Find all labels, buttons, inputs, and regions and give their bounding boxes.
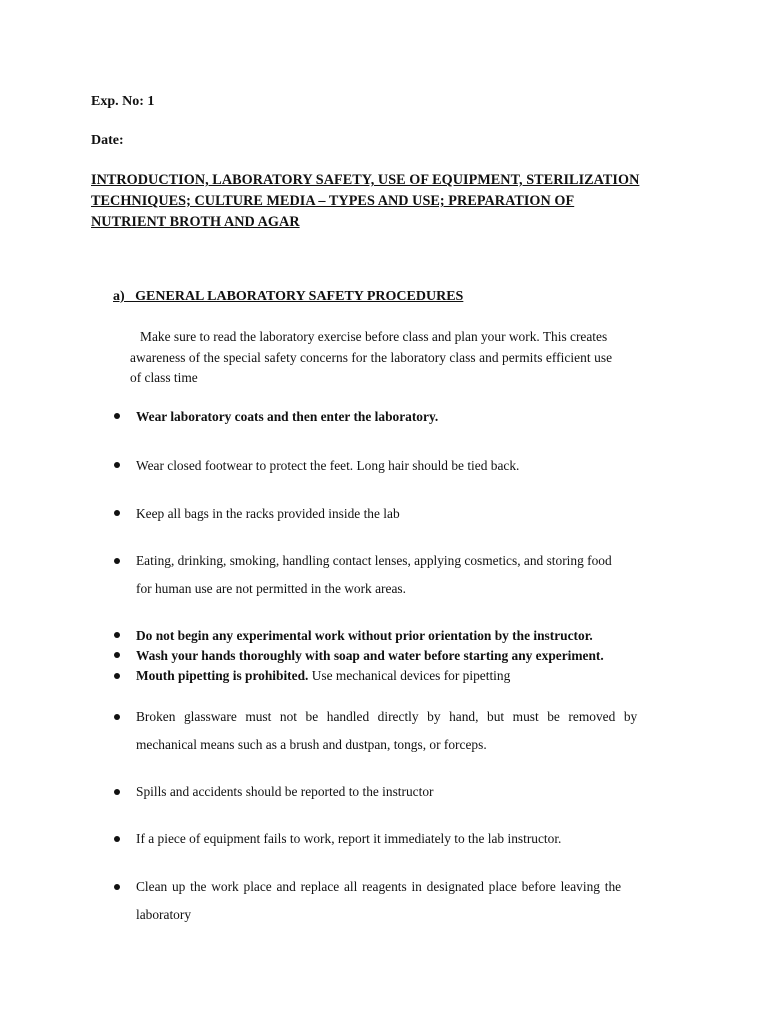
bullet-dot [114,673,120,679]
bullet-item: Wash your hands thoroughly with soap and water before starting any experiment. [136,648,604,663]
bullet-item [136,873,677,929]
bullet-item: Wear closed footwear to protect the feet. Long hair should be tied back. [136,458,520,473]
bullet-item [136,703,677,759]
bullet-dot [114,714,120,720]
bullet-item: Spills and accidents should be reported to the instructor [136,784,434,799]
bullet-item: If a piece of equipment fails to work, report it immediately to the lab instructor. [136,831,562,846]
section-heading: a) GENERAL LABORATORY SAFETY PROCEDURES [113,289,464,304]
title-line-1: INTRODUCTION, LABORATORY SAFETY, USE OF EQUIPMENT, STERILIZATION [91,172,640,188]
bullet-dot [114,462,120,468]
bullet-line: laboratory [136,907,192,922]
intro-line-2: awareness of the special safety concerns for the laboratory class and permits efficient use [130,349,613,365]
bullet-line: for human use are not permitted in the work areas. [136,581,406,596]
experiment-number: Exp. No: 1 [91,94,155,109]
bullet-bold-text: Mouth pipetting is prohibited. [136,668,309,683]
bullet-dot [114,510,120,516]
bullet-dot [114,789,120,795]
bullet-dot [114,884,120,890]
bullet-item: Do not begin any experimental work without prior orientation by the instructor. [136,628,593,643]
bullet-dot [114,632,120,638]
bullet-rest-text: Use mechanical devices for pipetting [308,668,511,683]
bullet-item: Wear laboratory coats and then enter the laboratory. [136,409,439,424]
bullet-line: mechanical means such as a brush and dustpan, tongs, or forceps. [136,737,487,752]
bullet-line: Broken glassware must not be handled directly by hand, but must be removed by [136,709,638,724]
bullet-line: Clean up the work place and replace all reagents in designated place before leaving the [136,879,622,894]
intro-paragraph [130,327,677,389]
bullet-dot [114,558,120,564]
intro-line-3: of class time [130,370,198,385]
title-line-2: TECHNIQUES; CULTURE MEDIA – TYPES AND USE; PREPARATION OF [91,193,575,209]
date-label: Date: [91,133,124,148]
intro-line-1: Make sure to read the laboratory exercise before class and plan your work. This creates [130,329,608,344]
bullet-dot [114,652,120,658]
bullet-dot [114,413,120,419]
document-title [91,170,639,233]
bullet-line: Eating, drinking, smoking, handling contact lenses, applying cosmetics, and storing food [136,553,612,568]
bullet-item [136,668,510,684]
bullet-dot [114,836,120,842]
title-line-3: NUTRIENT BROTH AND AGAR [91,214,300,230]
bullet-item: Keep all bags in the racks provided inside the lab [136,506,400,521]
bullet-item [136,547,677,603]
